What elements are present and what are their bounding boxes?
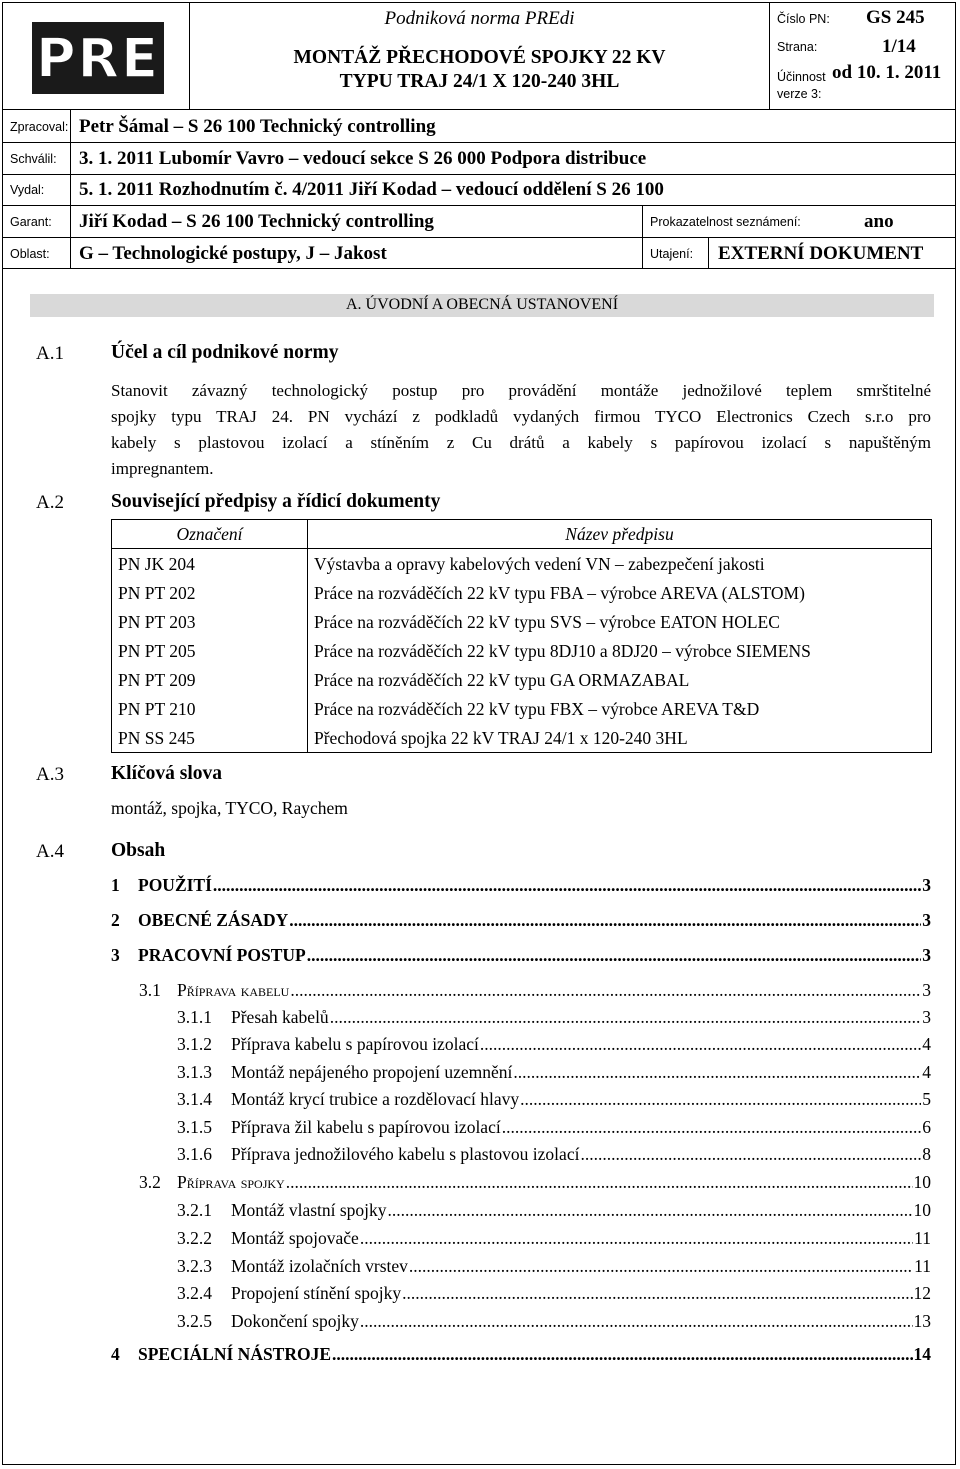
toc-entry[interactable] <box>177 1144 931 1165</box>
a3-heading: Klíčová slova <box>111 763 223 784</box>
table-cell: Práce na rozváděčích 22 kV typu 8DJ10 a 8DJ20 – výrobce SIEMENS <box>308 636 932 665</box>
table-cell: PN PT 202 <box>112 578 308 607</box>
table-header-row <box>112 520 932 549</box>
header-divider <box>2 142 956 143</box>
oblast-value: G – Technologické postupy, J – Jakost <box>79 243 387 264</box>
toc-number: 1 <box>111 875 120 895</box>
cislo-value: GS 245 <box>866 7 925 28</box>
header-divider <box>2 109 956 110</box>
a1-heading: Účel a cíl podnikové normy <box>111 342 339 363</box>
table-cell: Práce na rozváděčích 22 kV typu SVS – výrobce EATON HOLEC <box>308 607 932 636</box>
toc-page-number: 11 <box>914 1228 931 1248</box>
section-title: A. ÚVODNÍ A OBECNÁ USTANOVENÍ <box>345 296 619 313</box>
cislo-label: Číslo PN: <box>777 12 830 26</box>
toc-entry[interactable] <box>177 1062 931 1083</box>
related-documents-table <box>111 519 932 753</box>
toc-number: 3.1.4 <box>177 1089 212 1109</box>
toc-leader <box>213 875 921 896</box>
toc-title: Příprava kabelu <box>177 980 290 1000</box>
toc-number: 3.2.5 <box>177 1311 212 1331</box>
table-cell: Práce na rozváděčích 22 kV typu FBX – výrobce AREVA T&D <box>308 694 932 723</box>
table-row <box>112 723 932 753</box>
table-cell: Výstavba a opravy kabelových vedení VN – zabezpečení jakosti <box>308 549 932 579</box>
toc-page-number: 8 <box>922 1144 931 1164</box>
toc-title: Montáž krycí trubice a rozdělovací hlavy <box>231 1089 520 1109</box>
toc-leader <box>580 1144 921 1165</box>
toc-leader <box>360 1311 913 1332</box>
prokazatelnost-label: Prokazatelnost seznámení: <box>650 215 801 229</box>
toc-page-number: 4 <box>922 1062 931 1082</box>
toc-title: Přesah kabelů <box>231 1007 329 1027</box>
toc-entry[interactable] <box>111 875 931 896</box>
table-row <box>112 694 932 723</box>
utajeni-value: EXTERNÍ DOKUMENT <box>718 243 924 264</box>
toc-page-number: 3 <box>922 1007 931 1027</box>
toc-title: Příprava jednožilového kabelu s plastovou izolací <box>231 1144 580 1164</box>
toc-leader <box>402 1283 912 1304</box>
toc-page-number: 11 <box>914 1256 931 1276</box>
table-cell: Práce na rozváděčích 22 kV typu GA ORMAZABAL <box>308 665 932 694</box>
a4-number: A.4 <box>36 841 64 862</box>
verze-label: verze 3: <box>777 87 822 101</box>
garant-value: Jiří Kodad – S 26 100 Technický controlling <box>79 211 434 232</box>
toc-page-number: 13 <box>913 1311 931 1331</box>
strana-label: Strana: <box>777 40 818 54</box>
toc-page-number: 5 <box>922 1089 931 1109</box>
toc-page-number: 12 <box>913 1283 931 1303</box>
toc-entry[interactable] <box>139 1172 931 1193</box>
logo-text: PRE <box>35 26 161 90</box>
a3-number: A.3 <box>36 764 64 785</box>
toc-page-number: 4 <box>922 1034 931 1054</box>
toc-title: Propojení stínění spojky <box>231 1283 402 1303</box>
toc-leader <box>330 1007 922 1028</box>
table-row <box>112 549 932 579</box>
toc-number: 4 <box>111 1344 120 1364</box>
table-header-cell: Název předpisu <box>308 520 932 549</box>
a1-line: spojky typu TRAJ 24. PN vychází z podkladů vydaných firmou TYCO Electronics Czech s.r.o pro <box>111 407 931 426</box>
document-title-line1: MONTÁŽ PŘECHODOVÉ SPOJKY 22 KV <box>293 47 666 68</box>
header-divider <box>2 174 956 175</box>
header-divider <box>2 268 956 269</box>
toc-number: 3.1 <box>139 980 161 1000</box>
table-row <box>112 665 932 694</box>
a1-line: kabely s plastovou izolací a stíněním z Cu drátů a kabely s papírovou izolací s napuštěným <box>111 433 931 452</box>
zpracoval-value: Petr Šámal – S 26 100 Technický controlling <box>79 116 436 137</box>
toc-number: 3 <box>111 945 120 965</box>
table-cell: PN PT 205 <box>112 636 308 665</box>
toc-entry[interactable] <box>111 945 931 966</box>
garant-label: Garant: <box>10 215 52 229</box>
toc-title: Montáž izolačních vrstev <box>231 1256 408 1276</box>
toc-leader <box>520 1089 921 1110</box>
document-title-line2: TYPU TRAJ 24/1 X 120-240 3HL <box>339 71 620 92</box>
toc-number: 3.1.6 <box>177 1144 212 1164</box>
table-cell: PN PT 209 <box>112 665 308 694</box>
header-divider <box>70 109 71 268</box>
toc-number: 3.2.1 <box>177 1200 212 1220</box>
toc-leader <box>388 1200 913 1221</box>
table-cell: PN SS 245 <box>112 723 308 753</box>
a1-line: Stanovit závazný technologický postup pro provádění montáže jednožilové teplem smrštitelné <box>111 381 931 400</box>
toc-entry[interactable] <box>177 1007 931 1028</box>
toc-title: PRACOVNÍ POSTUP <box>138 945 306 965</box>
toc-leader <box>332 1344 912 1365</box>
toc-leader <box>502 1117 922 1138</box>
toc-number: 3.1.5 <box>177 1117 212 1137</box>
toc-entry[interactable] <box>177 1311 931 1332</box>
toc-page-number: 3 <box>922 875 931 895</box>
toc-page-number: 3 <box>922 945 931 965</box>
toc-leader <box>409 1256 913 1277</box>
header-divider <box>769 2 770 109</box>
vydal-label: Vydal: <box>10 183 45 197</box>
ucinnost-value: od 10. 1. 2011 <box>832 62 942 83</box>
toc-page-number: 14 <box>913 1344 931 1364</box>
table-row <box>112 636 932 665</box>
keywords-text: montáž, spojka, TYCO, Raychem <box>111 798 348 818</box>
toc-title: Příprava spojky <box>177 1172 285 1192</box>
header-divider <box>708 237 709 268</box>
toc-title: OBECNÉ ZÁSADY <box>138 910 289 930</box>
toc-title: Dokončení spojky <box>231 1311 359 1331</box>
toc-number: 2 <box>111 910 120 930</box>
toc-number: 3.2.2 <box>177 1228 212 1248</box>
schvalil-value: 3. 1. 2011 Lubomír Vavro – vedoucí sekce S 26 000 Podpora distribuce <box>79 148 647 169</box>
toc-entry[interactable] <box>177 1117 931 1138</box>
table-cell: PN PT 203 <box>112 607 308 636</box>
toc-number: 3.2.3 <box>177 1256 212 1276</box>
table-cell: Práce na rozváděčích 22 kV typu FBA – výrobce AREVA (ALSTOM) <box>308 578 932 607</box>
toc-leader <box>289 910 921 931</box>
company-logo <box>32 22 164 94</box>
schvalil-label: Schválil: <box>10 152 57 166</box>
utajeni-label: Utajení: <box>650 247 694 261</box>
toc-entry[interactable] <box>177 1228 931 1249</box>
toc-leader <box>286 1172 913 1193</box>
toc-leader <box>290 980 921 1001</box>
toc-leader <box>307 945 922 966</box>
toc-entry[interactable] <box>177 1256 931 1277</box>
toc-title: POUŽITÍ <box>138 875 212 895</box>
toc-number: 3.1.1 <box>177 1007 212 1027</box>
toc-entry[interactable] <box>177 1034 931 1055</box>
a4-heading: Obsah <box>111 840 166 861</box>
toc-entry[interactable] <box>111 910 931 931</box>
toc-title: Montáž spojovače <box>231 1228 359 1248</box>
toc-page-number: 3 <box>922 910 931 930</box>
a2-number: A.2 <box>36 492 64 513</box>
document-header <box>2 2 956 270</box>
toc-number: 3.1.3 <box>177 1062 212 1082</box>
toc-title: Příprava kabelu s papírovou izolací <box>231 1034 479 1054</box>
toc-entry[interactable] <box>177 1283 931 1304</box>
toc-entry[interactable] <box>111 1344 931 1365</box>
strana-value: 1/14 <box>882 36 916 57</box>
toc-page-number: 10 <box>913 1200 931 1220</box>
toc-title: Příprava žil kabelu s papírovou izolací <box>231 1117 501 1137</box>
toc-entry[interactable] <box>139 980 931 1001</box>
ucinnost-label: Účinnost <box>777 70 826 84</box>
table-cell: Přechodová spojka 22 kV TRAJ 24/1 x 120-240 3HL <box>308 723 932 753</box>
toc-title: SPECIÁLNÍ NÁSTROJE <box>138 1344 332 1364</box>
header-divider <box>2 205 956 206</box>
toc-entry[interactable] <box>177 1089 931 1110</box>
header-divider <box>2 237 956 238</box>
toc-page-number: 6 <box>922 1117 931 1137</box>
table-cell: PN PT 210 <box>112 694 308 723</box>
a2-heading: Související předpisy a řídicí dokumenty <box>111 491 441 512</box>
table-row <box>112 607 932 636</box>
oblast-label: Oblast: <box>10 247 50 261</box>
toc-leader <box>513 1062 921 1083</box>
toc-number: 3.1.2 <box>177 1034 212 1054</box>
table-header-cell: Označení <box>112 520 308 549</box>
a1-number: A.1 <box>36 343 64 364</box>
zpracoval-label: Zpracoval: <box>10 120 69 134</box>
toc-number: 3.2 <box>139 1172 161 1192</box>
vydal-value: 5. 1. 2011 Rozhodnutím č. 4/2011 Jiří Kodad – vedoucí oddělení S 26 100 <box>79 179 664 200</box>
toc-title: Montáž nepájeného propojení uzemnění <box>231 1062 513 1082</box>
toc-title: Montáž vlastní spojky <box>231 1200 387 1220</box>
table-row <box>112 578 932 607</box>
a1-line: impregnantem. <box>111 459 214 478</box>
norm-type: Podniková norma PREdi <box>384 8 575 29</box>
toc-page-number: 10 <box>913 1172 931 1192</box>
a1-paragraph <box>111 378 931 482</box>
toc-entry[interactable] <box>177 1200 931 1221</box>
toc-number: 3.2.4 <box>177 1283 212 1303</box>
prokazatelnost-value: ano <box>864 211 894 232</box>
toc-leader <box>480 1034 921 1055</box>
toc-page-number: 3 <box>922 980 931 1000</box>
table-cell: PN JK 204 <box>112 549 308 579</box>
toc-leader <box>360 1228 913 1249</box>
header-divider <box>642 205 643 268</box>
